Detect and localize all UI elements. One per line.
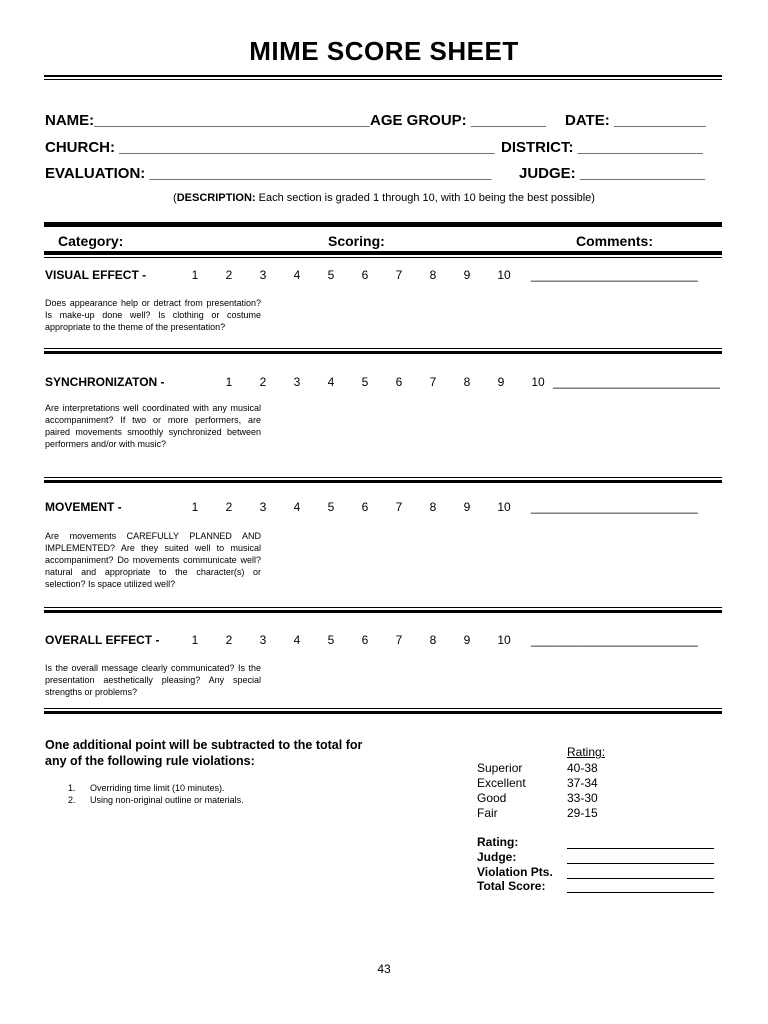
header-rule-thin bbox=[44, 257, 722, 258]
header-rule-top bbox=[44, 222, 722, 227]
evaluation-field[interactable]: EVALUATION: _________________________________________ bbox=[45, 165, 492, 182]
score-option[interactable]: 7 bbox=[429, 375, 437, 389]
score-option[interactable]: 3 bbox=[259, 633, 267, 647]
scoring-header: Scoring: bbox=[328, 233, 385, 249]
score-option[interactable]: 4 bbox=[293, 500, 301, 514]
score-option[interactable]: 2 bbox=[225, 633, 233, 647]
summary-total-line[interactable] bbox=[567, 892, 714, 893]
section-rule-thin bbox=[44, 348, 722, 349]
question-movement: Are movements CAREFULLY PLANNED AND IMPLEMENTED? Are they suited well to musical accompaniment? Do movements communicate well? natural and appropriate to the character(s) or selection? Is space utilized well? bbox=[45, 531, 261, 589]
summary-violation-line[interactable] bbox=[567, 878, 714, 879]
judge-field[interactable]: JUDGE: _______________ bbox=[519, 165, 705, 182]
section-rule-thin bbox=[44, 607, 722, 608]
question-visual-effect: Does appearance help or detract from presentation? Is make-up done well? Is clothing or costume appropriate to the theme of the presentation? bbox=[45, 298, 261, 332]
date-field[interactable]: DATE: ___________ bbox=[565, 112, 706, 129]
score-option[interactable]: 6 bbox=[395, 375, 403, 389]
score-option[interactable]: 1 bbox=[191, 500, 199, 514]
score-option[interactable]: 3 bbox=[259, 268, 267, 282]
summary-total-label: Total Score: bbox=[477, 879, 546, 893]
score-option[interactable]: 1 bbox=[191, 633, 199, 647]
score-option[interactable]: 8 bbox=[429, 633, 437, 647]
score-option[interactable]: 4 bbox=[293, 633, 301, 647]
score-option[interactable]: 8 bbox=[429, 500, 437, 514]
score-option[interactable]: 9 bbox=[463, 268, 471, 282]
question-overall-effect: Is the overall message clearly communicated? Is the presentation aesthetically pleasing? Any special strengths or problems? bbox=[45, 663, 261, 697]
score-option[interactable]: 2 bbox=[225, 500, 233, 514]
question-synchronization: Are interpretations well coordinated with any musical accompaniment? If two or more performers, are paired movements smoothly synchronized between performers and/or with music? bbox=[45, 403, 261, 449]
score-option[interactable]: 7 bbox=[395, 500, 403, 514]
rating-label: Superior bbox=[477, 761, 523, 775]
score-option[interactable]: 10 bbox=[497, 268, 511, 282]
score-option[interactable]: 9 bbox=[497, 375, 505, 389]
score-option[interactable]: 3 bbox=[259, 500, 267, 514]
category-header: Category: bbox=[58, 233, 124, 249]
list-item: 2. Using non-original outline or materials. bbox=[68, 795, 244, 805]
score-option[interactable]: 1 bbox=[191, 268, 199, 282]
age-group-field[interactable]: AGE GROUP: _________ bbox=[370, 112, 546, 129]
comments-header: Comments: bbox=[576, 233, 654, 249]
score-option[interactable]: 2 bbox=[259, 375, 267, 389]
score-option[interactable]: 4 bbox=[293, 268, 301, 282]
rating-range: 37-34 bbox=[567, 776, 598, 790]
rating-label: Good bbox=[477, 791, 507, 805]
church-field[interactable]: CHURCH: _____________________________________________ bbox=[45, 139, 495, 156]
score-option[interactable]: 5 bbox=[327, 633, 335, 647]
score-option[interactable]: 4 bbox=[327, 375, 335, 389]
page-number: 43 bbox=[377, 962, 391, 976]
score-option[interactable]: 6 bbox=[361, 500, 369, 514]
score-option[interactable]: 10 bbox=[497, 500, 511, 514]
summary-rating-line[interactable] bbox=[567, 848, 714, 849]
score-option[interactable]: 9 bbox=[463, 633, 471, 647]
score-option[interactable]: 8 bbox=[429, 268, 437, 282]
score-option[interactable]: 3 bbox=[293, 375, 301, 389]
section-label-overall-effect: OVERALL EFFECT - bbox=[45, 633, 160, 647]
score-option[interactable]: 7 bbox=[395, 633, 403, 647]
summary-violation-label: Violation Pts. bbox=[477, 865, 553, 879]
score-option[interactable]: 1 bbox=[225, 375, 233, 389]
score-option[interactable]: 10 bbox=[531, 375, 545, 389]
header-rule-bottom bbox=[44, 251, 722, 255]
score-option[interactable]: 5 bbox=[327, 268, 335, 282]
score-option[interactable]: 6 bbox=[361, 268, 369, 282]
violations-list bbox=[68, 782, 244, 806]
rating-label: Fair bbox=[477, 806, 498, 820]
title-rule-bottom bbox=[44, 79, 722, 80]
description-line: (DESCRIPTION: Each section is graded 1 through 10, with 10 being the best possible) bbox=[173, 192, 595, 204]
score-option[interactable]: 10 bbox=[497, 633, 511, 647]
summary-judge-label: Judge: bbox=[477, 850, 517, 864]
section-rule-thin bbox=[44, 477, 722, 478]
score-option[interactable]: 7 bbox=[395, 268, 403, 282]
section-rule-thick bbox=[44, 351, 722, 354]
rating-table-heading: Rating: bbox=[567, 745, 606, 759]
district-field[interactable]: DISTRICT: _______________ bbox=[501, 139, 703, 156]
section-label-visual-effect: VISUAL EFFECT - bbox=[45, 268, 147, 282]
name-field[interactable]: NAME:_________________________________ bbox=[45, 112, 370, 129]
rating-range: 33-30 bbox=[567, 791, 598, 805]
section-rule-thick bbox=[44, 480, 722, 483]
rating-range: 40-38 bbox=[567, 761, 598, 775]
score-option[interactable]: 5 bbox=[361, 375, 369, 389]
title-rule-top bbox=[44, 75, 722, 77]
rating-range: 29-15 bbox=[567, 806, 598, 820]
section-label-movement: MOVEMENT - bbox=[45, 500, 122, 514]
summary-judge-line[interactable] bbox=[567, 863, 714, 864]
comment-line-visual-effect[interactable]: _________________________ bbox=[531, 268, 698, 282]
section-rule-thick bbox=[44, 610, 722, 613]
score-option[interactable]: 6 bbox=[361, 633, 369, 647]
score-option[interactable]: 8 bbox=[463, 375, 471, 389]
section-rule-thick bbox=[44, 711, 722, 714]
score-option[interactable]: 5 bbox=[327, 500, 335, 514]
score-option[interactable]: 2 bbox=[225, 268, 233, 282]
violations-heading: One additional point will be subtracted to the total for any of the following rule violations: bbox=[45, 738, 363, 768]
rating-label: Excellent bbox=[477, 776, 526, 790]
summary-rating-label: Rating: bbox=[477, 835, 519, 849]
list-item: 1. Overriding time limit (10 minutes). bbox=[68, 783, 225, 793]
section-label-synchronization: SYNCHRONIZATON - bbox=[45, 375, 165, 389]
comment-line-overall-effect[interactable]: _________________________ bbox=[531, 633, 698, 647]
comment-line-movement[interactable]: _________________________ bbox=[531, 500, 698, 514]
page-title: MIME SCORE SHEET bbox=[249, 36, 519, 66]
comment-line-synchronization[interactable]: _________________________ bbox=[553, 375, 720, 389]
section-rule-thin bbox=[44, 708, 722, 709]
score-option[interactable]: 9 bbox=[463, 500, 471, 514]
